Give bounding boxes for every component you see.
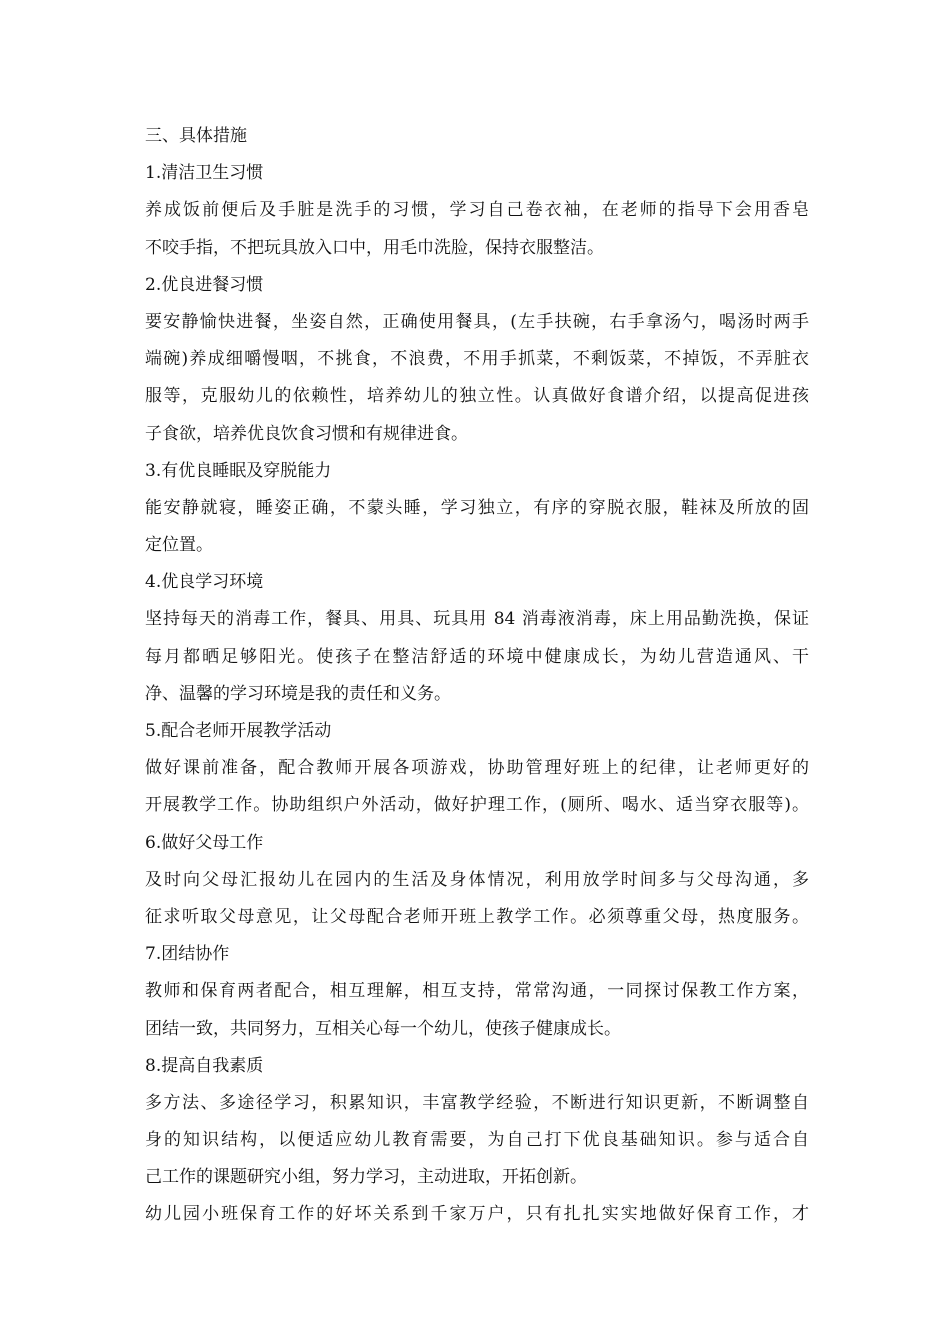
- text-line: 2.优良进餐习惯: [145, 274, 264, 295]
- text-line: 坚持每天的消毒工作，餐具、用具、玩具用 84 消毒液消毒，床上用品勤洗换，保证: [145, 609, 809, 630]
- text-line: 5.配合老师开展教学活动: [145, 721, 332, 741]
- text-line: 4.优良学习环境: [145, 572, 264, 593]
- text-line: 要安静愉快进餐，坐姿自然，正确使用餐具，(左手扶碗，右手拿汤勺，喝汤时两手: [145, 311, 809, 332]
- text-line: 能安静就寝，睡姿正确，不蒙头睡，学习独立，有序的穿脱衣服，鞋袜及所放的固: [145, 497, 809, 518]
- text-line: 团结一致，共同努力，互相关心每一个幼儿，使孩子健康成长。: [145, 1018, 621, 1039]
- text-line: 子食欲，培养优良饮食习惯和有规律进食。: [145, 423, 468, 444]
- text-line: 1.清洁卫生习惯: [145, 163, 264, 184]
- text-line: 养成饭前便后及手脏是洗手的习惯，学习自己卷衣袖，在老师的指导下会用香皂: [145, 200, 809, 221]
- text-line: 3.有优良睡眠及穿脱能力: [145, 460, 332, 481]
- text-line: 做好课前准备，配合教师开展各项游戏，协助管理好班上的纪律，让老师更好的: [145, 758, 809, 779]
- text-line: 7.团结协作: [145, 944, 230, 965]
- text-line: 8.提高自我素质: [145, 1055, 264, 1076]
- text-line: 服等，克服幼儿的依赖性，培养幼儿的独立性。认真做好食谱介绍，以提高促进孩: [145, 386, 809, 407]
- text-line: 端碗)养成细嚼慢咽，不挑食，不浪费，不用手抓菜，不剩饭菜，不掉饭，不弄脏衣: [145, 349, 809, 370]
- text-line: 及时向父母汇报幼儿在园内的生活及身体情况，利用放学时间多与父母沟通，多: [145, 869, 809, 890]
- text-line: 三、具体措施: [145, 126, 247, 146]
- text-line: 己工作的课题研究小组，努力学习，主动进取，开拓创新。: [145, 1167, 587, 1188]
- text-line: 教师和保育两者配合，相互理解，相互支持，常常沟通，一同探讨保教工作方案，: [145, 981, 809, 1002]
- text-line: 幼儿园小班保育工作的好坏关系到千家万户，只有扎扎实实地做好保育工作，才: [145, 1204, 809, 1225]
- text-line: 身的知识结构，以便适应幼儿教育需要，为自己打下优良基础知识。参与适合自: [145, 1130, 809, 1151]
- document-page: [145, 118, 809, 1234]
- text-line: 征求听取父母意见，让父母配合老师开班上教学工作。必须尊重父母，热度服务。: [145, 906, 809, 927]
- text-line: 开展教学工作。协助组织户外活动，做好护理工作，(厕所、喝水、适当穿衣服等)。: [145, 795, 809, 816]
- text-line: 6.做好父母工作: [145, 832, 264, 853]
- text-line: 多方法、多途径学习，积累知识，丰富教学经验，不断进行知识更新，不断调整自: [145, 1092, 809, 1113]
- text-line: 不咬手指，不把玩具放入口中，用毛巾洗脸，保持衣服整洁。: [145, 237, 604, 258]
- text-line: 定位置。: [145, 535, 213, 556]
- text-line: 每月都晒足够阳光。使孩子在整洁舒适的环境中健康成长，为幼儿营造通风、干: [145, 646, 809, 667]
- text-line: 净、温馨的学习环境是我的责任和义务。: [145, 683, 451, 704]
